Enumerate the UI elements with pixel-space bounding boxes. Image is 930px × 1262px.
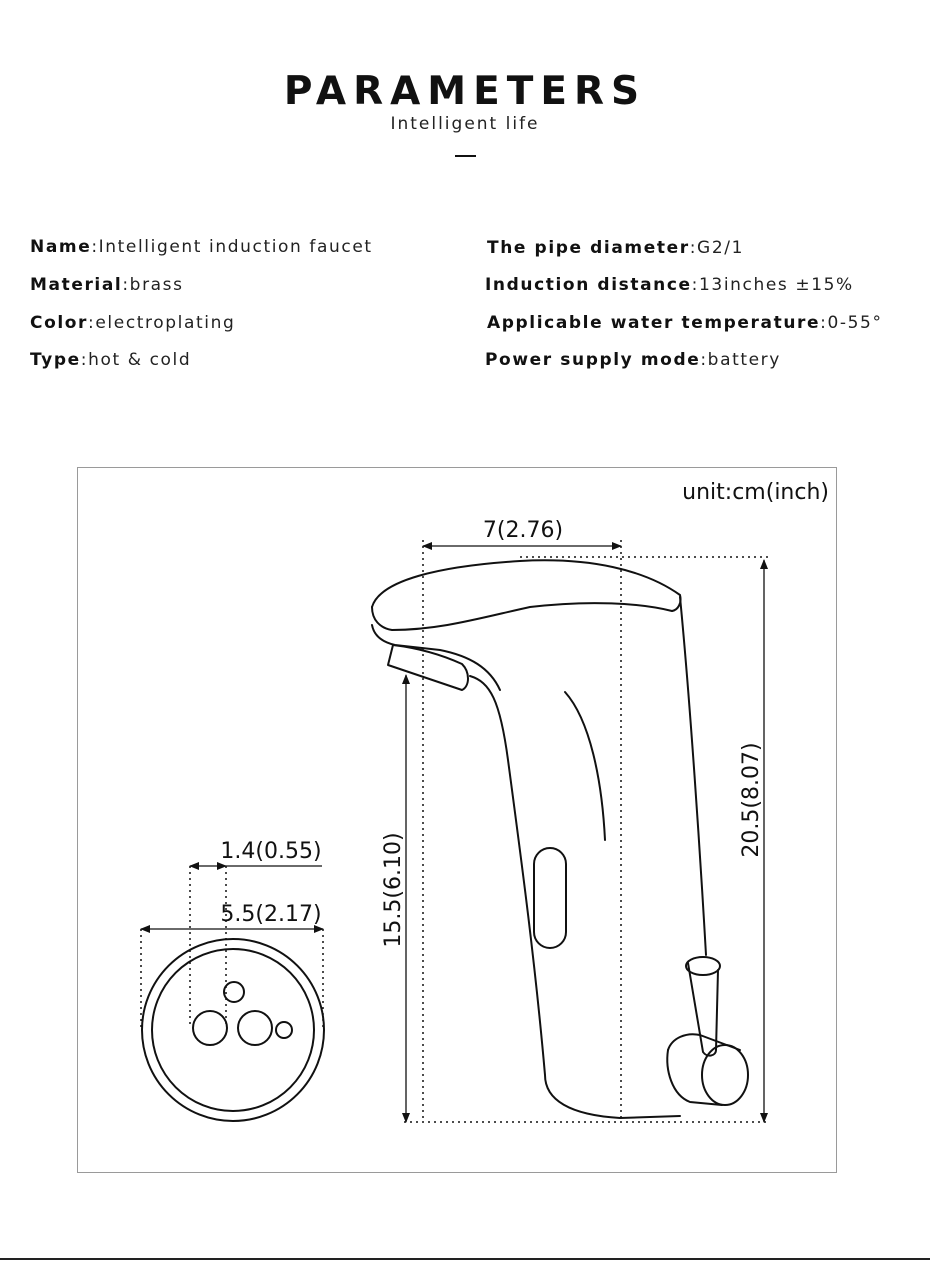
param-value: :electroplating (88, 313, 236, 333)
faucet-outline (372, 560, 748, 1118)
param-key: Color (30, 313, 89, 333)
param-key: Type (30, 350, 81, 370)
param-value: :battery (700, 350, 781, 370)
param-value: :brass (122, 275, 184, 295)
sensor-hole (224, 982, 244, 1002)
pipe-hole (238, 1011, 272, 1045)
param-key: Power supply mode (485, 350, 701, 370)
base-diameter-label: 5.5(2.17) (220, 902, 322, 927)
param-value: :0-55° (820, 313, 883, 333)
param-key: Induction distance (485, 275, 692, 295)
param-key: Applicable water temperature (487, 313, 821, 333)
unit-label: unit:cm(inch) (682, 480, 829, 505)
param-key: Name (30, 237, 92, 257)
param-key: The pipe diameter (487, 238, 690, 258)
pipe-hole (193, 1011, 227, 1045)
param-key: Material (30, 275, 123, 295)
page-subtitle: Intelligent life (390, 114, 540, 134)
hole-offset-label: 1.4(0.55) (220, 839, 322, 864)
spout-height-dimension (381, 675, 406, 1122)
small-hole (276, 1022, 292, 1038)
param-value: :hot & cold (80, 350, 192, 370)
total-height-label: 20.5(8.07) (739, 742, 764, 858)
param-value: :G2/1 (689, 238, 744, 258)
param-value: :13inches ±15% (691, 275, 854, 295)
param-value: :Intelligent induction faucet (91, 237, 373, 257)
page-title: PARAMETERS (283, 69, 647, 114)
total-height-dimension (520, 557, 770, 1122)
base-plate-top-view (142, 939, 324, 1121)
hole-offset-dimension (190, 839, 322, 1028)
bottom-rule (0, 1258, 930, 1260)
spout-height-label: 15.5(6.10) (381, 832, 406, 948)
spout-reach-label: 7(2.76) (482, 518, 564, 543)
